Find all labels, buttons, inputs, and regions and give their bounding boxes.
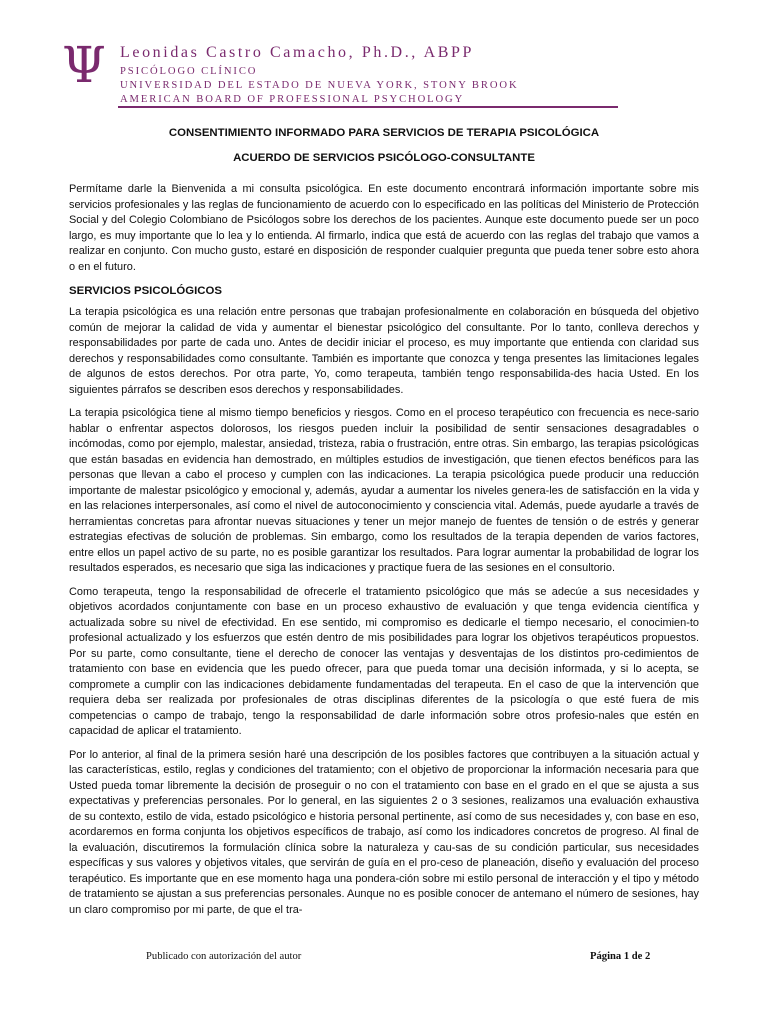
author-name: Leonidas Castro Camacho, Ph.D., ABPP (120, 44, 475, 61)
author-board: AMERICAN BOARD OF PROFESSIONAL PSYCHOLOGY (120, 94, 465, 105)
section-heading: SERVICIOS PSICOLÓGICOS (69, 285, 222, 297)
psi-logo-icon: Ψ (62, 36, 106, 94)
intro-paragraph: Permítame darle la Bienvenida a mi consulta psicológica. En este documento encontrará información importante sobre mis servicios profesionales y las reglas de funcionamiento de acuerdo con lo especificado en las políticas del Ministerio de Protección Social y del Colegio Colombiano de Psicólogos sobre los derechos de los pacientes. Aunque este documento puede ser un poco largo, es muy importante que lo lea y lo entienda. Al firmarlo, indica que está de acuerdo con las reglas del trabajo que vamos a realizar en conjunto. Con mucho gusto, estaré en disposición de responder cualquier pregunta que pueda tener sobre esto ahora o en el futuro. (69, 183, 699, 273)
document-body (69, 182, 699, 926)
body-paragraph: La terapia psicológica tiene al mismo tiempo beneficios y riesgos. Como en el proceso terapéutico con frecuencia es nece-sario hablar o enfrentar aspectos dolorosos, los riesgos pueden incluir la posibilidad de sentir sensaciones desagradables o incómodas, como por ejemplo, malestar, ansiedad, tristeza, rabia o frustración, entre otras. Sin embargo, las terapias psicológicas que están basadas en evidencia han demostrado, en múltiples estudios de investigación, que tienen efectos benéficos para las personas que llevan a cabo el proceso y cumplen con las indicaciones. La terapia psicológica puede producir una reducción importante de malestar psicológico y emocional y, además, ayudar a aumentar los niveles genera-les de satisfacción en la vida y en las relaciones interpersonales, así como el nivel de autoconocimiento y consciencia vital. Además, puede ayudarle a través de herramientas concretas para afrontar nuevas situaciones y tener un mejor manejo de fuentes de tensión o de estrés y generar estrategias efectivas de solución de problemas. Sin embargo, como los resultados de la terapia dependen de varios factores, entre ellos un papel activo de su parte, no es posible garantizar los resultados. Para lograr aumentar la probabilidad de lograr los resultados esperados, es necesario que siga las indicaciones y practique fuera de las sesiones en el consultorio. (69, 407, 699, 574)
author-university: UNIVERSIDAD DEL ESTADO DE NUEVA YORK, STONY BROOK (120, 80, 519, 91)
body-paragraph: La terapia psicológica es una relación entre personas que trabajan profesionalmente en colaboración en búsqueda del objetivo común de mejorar la calidad de vida y aumentar el bienestar psicológico del consultante. Por lo tanto, conlleva derechos y responsabilidades por parte de cada uno. Antes de decidir iniciar el proceso, es muy importante que entienda con claridad sus derechos y responsabilidades como consultante. También es importante que conozca y tenga presentes las limitaciones legales de algunos de estos derechos. Por otra parte, Yo, como terapeuta, también tengo responsabilida-des hacia Usted. En los siguientes párrafos se describen esos derechos y responsabilidades. (69, 306, 699, 396)
document-title: CONSENTIMIENTO INFORMADO PARA SERVICIOS DE TERAPIA PSICOLÓGICA (168, 127, 600, 139)
author-title: PSICÓLOGO CLÍNICO (120, 66, 258, 77)
letterhead-divider (118, 106, 618, 108)
document-subtitle: ACUERDO DE SERVICIOS PSICÓLOGO-CONSULTANTE (233, 152, 535, 164)
body-paragraph: Por lo anterior, al final de la primera sesión haré una descripción de los posibles factores que contribuyen a la situación actual y las características, estilo, reglas y condiciones del tratamiento; con el objetivo de proporcionar la información necesaria para que Usted pueda tomar libremente la decisión de proseguir o no con el tratamiento con base en el grado en el que se ajusta a sus expectativas y preferencias personales. Por lo general, en las siguientes 2 o 3 sesiones, realizamos una evaluación exhaustiva de su contexto, estilo de vida, estado psicológico e historia personal pertinente, así como de sus necesidades y, con base en eso, acordaremos en forma conjunta los objetivos específicos de trabajo, así como los indicadores concretos de progreso. Al final de la evaluación, discutiremos la formulación clínica sobre la naturaleza y cau-sas de su condición particular, sus necesidades específicas y sus valores y objetivos vitales, que servirán de guía en el pro-ceso de planeación, diseño y evaluación del proceso terapéutico. Es importante que en ese momento haga una pondera-ción sobre mi estilo personal de interacción y el tipo y método de tratamiento se ajustan a sus preferencias personales. Aunque no es posible conocer de antemano el número de sesiones, hay un claro compromiso por mi parte, de que el tra- (69, 748, 699, 916)
letterhead (62, 36, 622, 108)
footer-page-number: Página 1 de 2 (590, 951, 651, 962)
body-paragraph: Como terapeuta, tengo la responsabilidad de ofrecerle el tratamiento psicológico que más se adecúe a sus necesidades y objetivos acordados conjuntamente con base en un proceso exhaustivo de evaluación y que tenga evidencia científica y actualizada sobre su nivel de efectividad. En ese sentido, mi compromiso es dedicarle el tiempo necesario, el conocimien-to profesional actualizado y los esfuerzos que estén dentro de mis posibilidades para lograr los objetivos terapéuticos propuestos. Por su parte, como consultante, tiene el derecho de conocer las ventajas y desventajas de los distintos pro-cedimientos de tratamiento con base en evidencia que les puedo ofrecer, para que pueda tomar una decisión informada, y si lo acepta, se compromete a cumplir con las indicaciones debidamente fundamentadas del terapeuta. En el caso de que la intervención que requiera deba ser realizada por profesionales de otras disciplinas diferentes de la psicología o que esté fuera de mis competencias o campo de trabajo, tengo la responsabilidad de darle información sobre otros profesio-nales que estén en capacidad de aplicar el tratamiento. (69, 585, 699, 737)
footer-publication-note: Publicado con autorización del autor (146, 951, 302, 962)
